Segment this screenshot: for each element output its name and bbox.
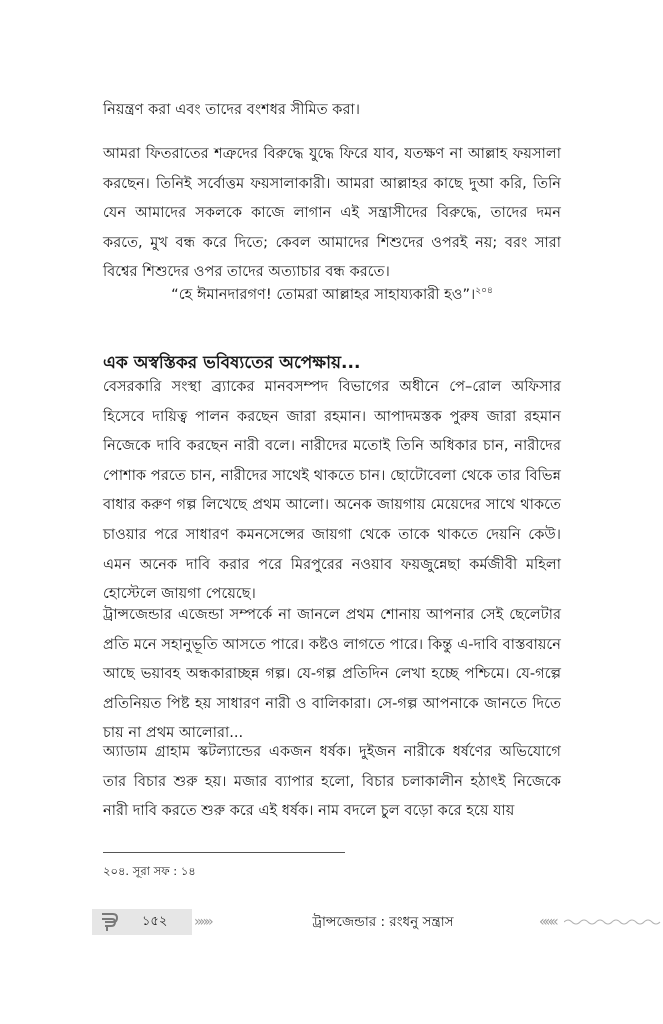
ornament-wave [564,917,663,927]
quranic-quote [103,280,561,310]
page-footer [92,909,663,935]
footnote: ২০৪. সূরা সফ : ১৪ [103,864,196,878]
footnote-divider [103,852,345,853]
paragraph-continued: নিয়ন্ত্রণ করা এবং তাদের বংশধর সীমিত করা। [103,101,360,118]
running-title: ট্রান্সজেন্ডার : রংধনু সন্ত্রাস [312,914,454,930]
paragraph-zara-rahman: বেসরকারি সংস্থা ব্র্যাকের মানবসম্পদ বিভাগের অধীনে পে–রোল অফিসার হিসেবে দায়িত্ব পালন করছেন জারা রহমান। আপাদমস্তক পুরুষ জারা রহমান নিজেকে দাবি করছেন নারী বলে। নারীদের মতোই তিনি অধিকার চান, নারীদের পোশাক পরতে চান, নারীদের সাথেই থাকতে চান। ছোটোবেলা থেকে তার বিভিন্ন বাধার করুণ গল্প লিখেছে প্রথম আলো। অনেক জায়গায় মেয়েদের সাথে থাকতে চাওয়ার পরে সাধারণ কমনসেন্সের জায়গা থেকে তাকে থাকতে দেয়নি কেউ। এমন অনেক দাবি করার পরে মিরপুরের নওয়াব ফয়জুন্নেছা কর্মজীবী মহিলা হোস্টেলে জায়গা পেয়েছে। [103,378,561,603]
page-number: ১৫২ [142,914,168,929]
book-mark-icon [99,911,119,933]
paragraph-adam-graham: অ্যাডাম গ্রাহাম স্কটল্যান্ডের একজন ধর্ষক। দুইজন নারীকে ধর্ষণের অভিযোগে তার বিচার শুরু হয়। মজার ব্যাপার হলো, বিচার চলাকালীন হঠাৎই নিজেকে নারী দাবি করতে শুরু করে এই ধর্ষক। নাম বদলে চুল বড়ো করে হয়ে যায় [103,743,561,820]
paragraph-transgender-agenda: ট্রান্সজেন্ডার এজেন্ডা সম্পর্কে না জানলে প্রথম শোনায় আপনার সেই ছেলেটার প্রতি মনে সহানুভূতি আসতে পারে। কষ্টও লাগতে পারে। কিন্তু এ-দাবি বাস্তবায়নে আছে ভয়াবহ অন্ধকারাচ্ছন্ন গল্প। যে-গল্প প্রতিদিন লেখা হচ্ছে পশ্চিমে। যে-গল্পে প্রতিনিয়ত পিষ্ট হয় সাধারণ নারী ও বালিকারা। সে-গল্প আপনাকে জানতে দিতে চায় না প্রথম আলোরা... [103,606,561,742]
paragraph-dua: আমরা ফিতরাতের শত্রুদের বিরুদ্ধে যুদ্ধে ফিরে যাব, যতক্ষণ না আল্লাহ ফয়সালা করছেন। তিনিই সর্বোত্তম ফয়সালাকারী। আমরা আল্লাহর কাছে দুআ করি, তিনি যেন আমাদের সকলকে কাজে লাগান এই সন্ত্রাসীদের বিরুদ্ধে, তাদের দমন করতে, মুখ বন্ধ করে দিতে; কেবল আমাদের শিশুদের ওপরই নয়; বরং সারা বিশ্বের শিশুদের ওপর তাদের অত্যাচার বন্ধ করতে। [103,145,561,281]
quote-text: “হে ঈমানদারগণ! তোমরা আল্লাহর সাহায্যকারী হও”। [171,286,476,303]
ornament-chevrons-right: ««« [539,914,556,930]
footnote-reference[interactable]: ২০৪ [475,286,493,297]
ornament-chevrons-left: »»» [194,914,211,930]
section-heading: এক অস্বস্তিকর ভবিষ্যতের অপেক্ষায়... [103,353,361,373]
